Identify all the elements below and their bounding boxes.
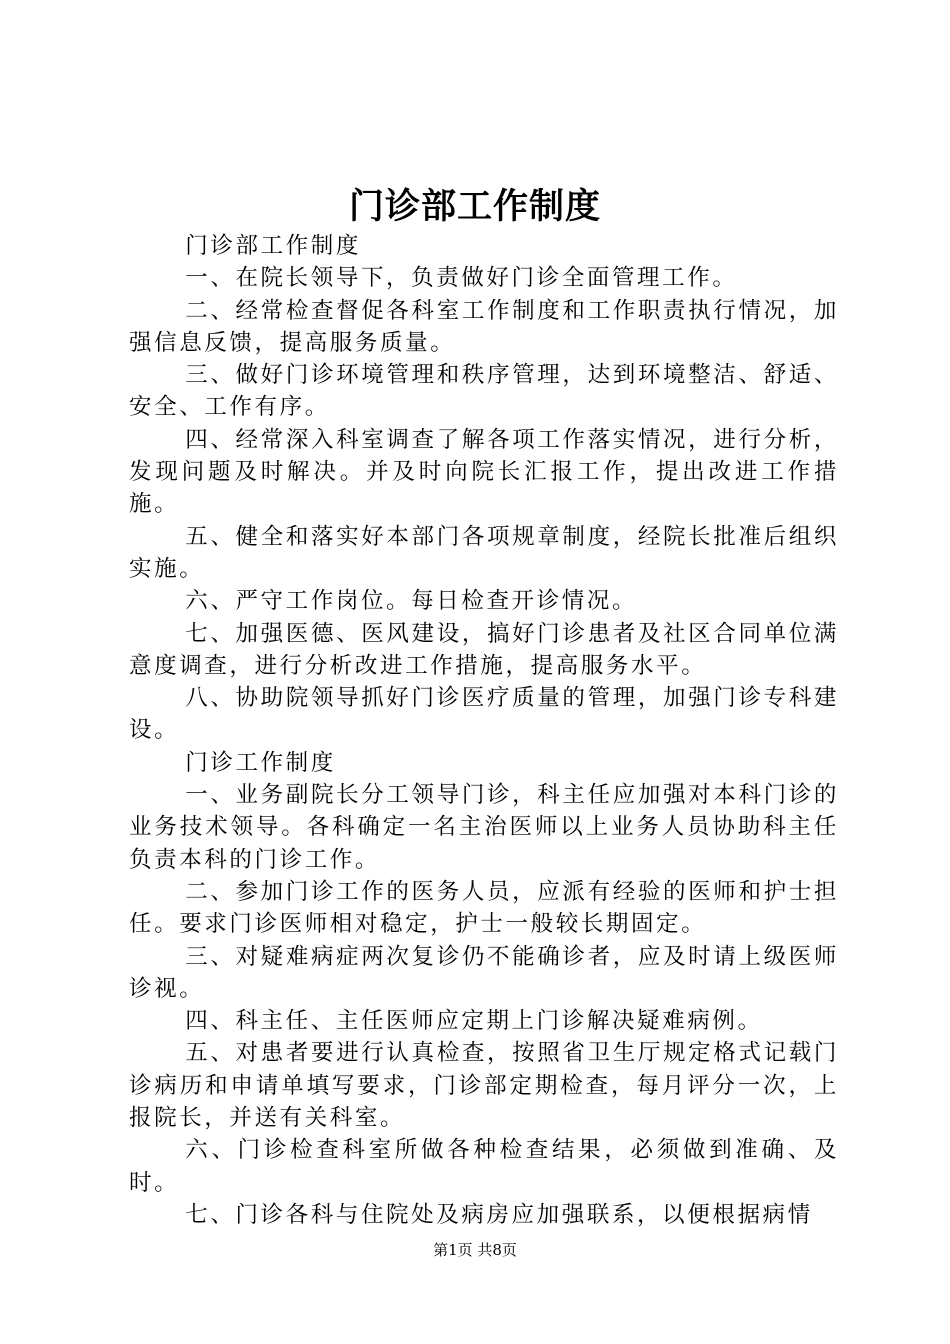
page-number: 第1页 共8页 <box>433 1241 517 1259</box>
paragraph: 三、对疑难病症两次复诊仍不能确诊者，应及时请上级医师诊视。 <box>129 943 839 1002</box>
paragraph: 五、对患者要进行认真检查，按照省卫生厅规定格式记载门诊病历和申请单填写要求，门诊部定期检查，每月评分一次，上报院长，并送有关科室。 <box>129 1040 839 1132</box>
paragraph: 一、在院长领导下，负责做好门诊全面管理工作。 <box>185 265 738 292</box>
paragraph: 二、经常检查督促各科室工作制度和工作职责执行情况，加强信息反馈，提高服务质量。 <box>129 297 839 356</box>
section-heading: 门诊部工作制度 <box>185 233 361 259</box>
paragraph: 六、门诊检查科室所做各种检查结果，必须做到准确、及时。 <box>129 1137 839 1196</box>
paragraph: 二、参加门诊工作的医务人员，应派有经验的医师和护士担任。要求门诊医师相对稳定，护士一般较长期固定。 <box>129 878 839 938</box>
paragraph: 七、加强医德、医风建设，搞好门诊患者及社区合同单位满意度调查，进行分析改进工作措施，提高服务水平。 <box>129 620 839 679</box>
paragraph: 四、科主任、主任医师应定期上门诊解决疑难病例。 <box>185 1008 763 1035</box>
paragraph: 一、业务副院长分工领导门诊，科主任应加强对本科门诊的业务技术领导。各科确定一名主治医师以上业务人员协助科主任负责本科的门诊工作。 <box>129 782 839 873</box>
paragraph: 四、经常深入科室调查了解各项工作落实情况，进行分析，发现问题及时解决。并及时向院长汇报工作，提出改进工作措施。 <box>129 426 839 518</box>
section-heading: 门诊工作制度 <box>185 749 336 776</box>
paragraph: 七、门诊各科与住院处及病房应加强联系，以便根据病情 <box>185 1201 813 1228</box>
paragraph: 三、做好门诊环境管理和秩序管理，达到环境整洁、舒适、安全、工作有序。 <box>129 362 839 421</box>
paragraph: 五、健全和落实好本部门各项规章制度，经院长批准后组织实施。 <box>129 523 839 582</box>
document-body <box>129 230 839 1231</box>
paragraph: 八、协助院领导抓好门诊医疗质量的管理，加强门诊专科建设。 <box>129 685 839 744</box>
paragraph: 六、严守工作岗位。每日检查开诊情况。 <box>185 588 638 615</box>
page-title: 门诊部工作制度 <box>348 186 601 227</box>
